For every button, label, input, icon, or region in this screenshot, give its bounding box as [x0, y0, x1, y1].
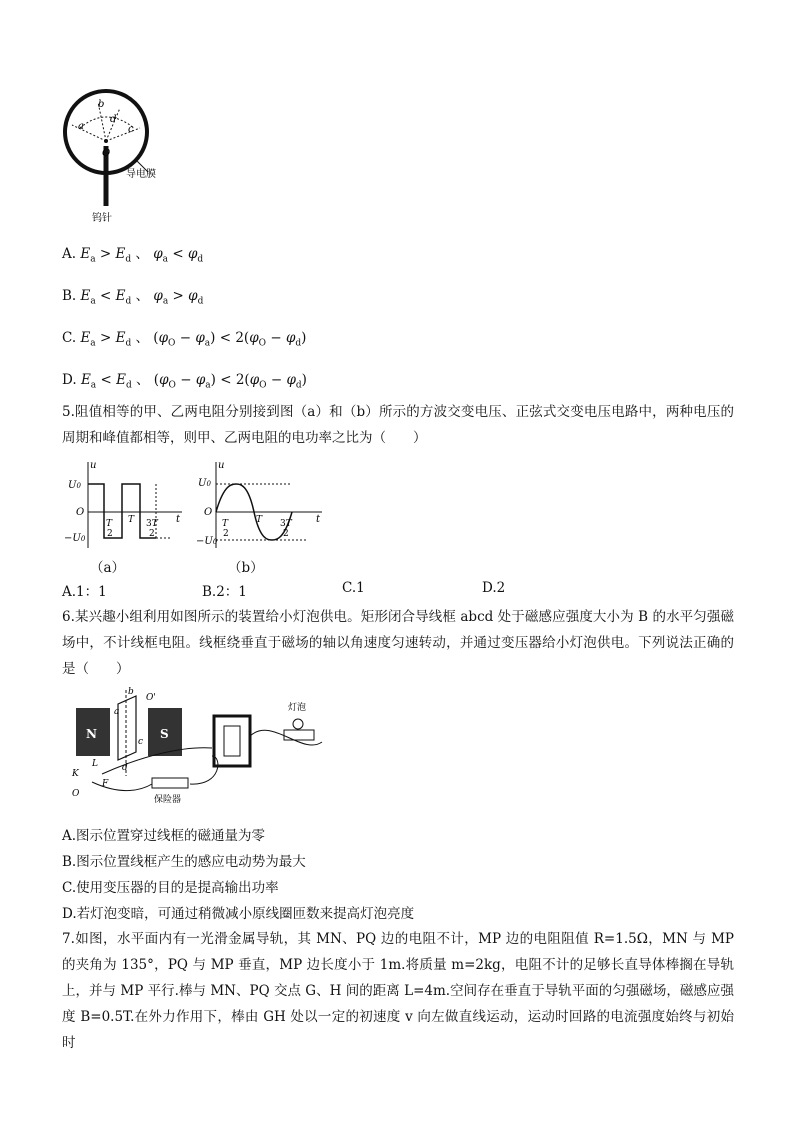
needle-label: 钨针 — [92, 213, 112, 224]
q6-option-d: D.若灯泡变暗，可通过稍微减小原线圈匝数来提高灯泡亮度 — [62, 906, 415, 922]
svg-text:O: O — [72, 789, 80, 799]
svg-text:O': O' — [146, 693, 156, 703]
transformer — [214, 716, 250, 766]
fuse-label: 保险器 — [154, 795, 182, 805]
q5-figure-b-caption: （b） — [228, 560, 264, 576]
point-a-label: a — [78, 121, 84, 132]
coil-frame — [118, 696, 136, 760]
svg-text:T: T — [128, 515, 135, 525]
point-d-label: d — [110, 114, 117, 125]
q4-option-c: C. $E_a > E_d$ 、 $(\varphi_O - \varphi_a) < 2(\varphi_O - \varphi_d)$ — [62, 330, 307, 349]
svg-text:T: T — [106, 519, 113, 529]
lamp-label: 灯泡 — [288, 703, 307, 713]
q5-option-c: C.1 — [342, 580, 365, 596]
svg-text:L: L — [92, 759, 98, 769]
svg-text:2: 2 — [107, 529, 113, 539]
svg-text:a: a — [114, 707, 120, 717]
svg-text:c: c — [138, 737, 144, 747]
svg-text:T: T — [256, 515, 263, 525]
svg-text:F: F — [102, 779, 109, 789]
q4-figure — [58, 88, 198, 228]
q6-option-c: C.使用变压器的目的是提高输出功率 — [62, 880, 279, 896]
svg-text:2: 2 — [283, 529, 289, 539]
svg-text:t: t — [316, 514, 321, 525]
q4-option-d: D. $E_a < E_d$ 、 $(\varphi_O - \varphi_a) < 2(\varphi_O - \varphi_d)$ — [62, 372, 307, 391]
q5-figure-a-caption: （a） — [90, 560, 126, 576]
point-c-label: c — [128, 124, 134, 135]
svg-text:−U0: −U0 — [196, 536, 218, 547]
svg-text:T: T — [222, 519, 229, 529]
point-o-label: O — [102, 148, 111, 159]
q4-option-b: B. $E_a < E_d$ 、 $\varphi_a > \varphi_d$ — [62, 288, 204, 307]
film-label: 导电膜 — [126, 169, 156, 180]
svg-text:−U0: −U0 — [64, 533, 86, 544]
svg-text:t: t — [176, 514, 181, 525]
q6-figure — [62, 686, 334, 806]
svg-text:O: O — [76, 507, 85, 518]
svg-text:u: u — [90, 460, 97, 471]
svg-text:u: u — [218, 460, 225, 471]
q6-option-a: A.图示位置穿过线框的磁通量为零 — [62, 828, 266, 844]
svg-text:U0: U0 — [68, 480, 81, 491]
q4-option-a: A. $E_a > E_d$ 、 $\varphi_a < \varphi_d$ — [62, 246, 204, 265]
point-b-label: b — [98, 99, 105, 110]
svg-text:K: K — [72, 769, 79, 779]
fuse — [152, 778, 188, 788]
svg-text:2: 2 — [149, 529, 155, 539]
svg-text:3T: 3T — [280, 519, 292, 529]
q6-option-b: B.图示位置线框产生的感应电动势为最大 — [62, 854, 306, 870]
lamp — [284, 730, 314, 740]
svg-text:S: S — [160, 727, 169, 741]
svg-text:2: 2 — [223, 529, 229, 539]
q5-figure-b — [196, 458, 326, 552]
svg-text:b: b — [128, 687, 134, 697]
q5-figure-a — [64, 458, 184, 552]
q6-stem: 6.某兴趣小组利用如图所示的装置给小灯泡供电。矩形闭合导线框 abcd 处于磁感应强度大小为 B 的水平匀强磁场中，不计线框电阻。线框绕垂直于磁场的轴以角速度匀速转动，并通过变压器给小灯泡供电。下列说法正确的是（ ） — [62, 609, 734, 677]
q5-option-a: A.1：1 — [62, 584, 107, 600]
q5-option-d: D.2 — [482, 580, 506, 596]
q5-stem: 5.阻值相等的甲、乙两电阻分别接到图（a）和（b）所示的方波交变电压、正弦式交变电压电路中，两种电压的周期和峰值都相等，则甲、乙两电阻的电功率之比为（ ） — [62, 404, 734, 446]
svg-text:U0: U0 — [198, 478, 211, 489]
svg-text:N: N — [86, 727, 97, 741]
q5-option-b: B.2：1 — [202, 584, 247, 600]
svg-text:3T: 3T — [146, 519, 158, 529]
svg-text:d: d — [122, 763, 128, 773]
q5-options — [62, 580, 742, 600]
q7-stem: 7.如图，水平面内有一光滑金属导轨，其 MN、PQ 边的电阻不计，MP 边的电阻阻值 R=1.5Ω，MN 与 MP 的夹角为 135°，PQ 与 MP 垂直，MP 边长度小于 1m.将质量 m=2kg，电阻不计的足够长直导体棒搁在导轨上，并与 MP 平行.棒与 MN、PQ 交点 G、H 间的距离 L=4m.空间存在垂直于导轨平面的匀强磁场，磁感应强度 B=0.5T.在外力作用下，棒由 GH 处以一定的初速度 v 向左做直线运动，运动时回路的电流强度始终与初始时 — [62, 931, 734, 1051]
svg-text:O: O — [204, 507, 213, 518]
